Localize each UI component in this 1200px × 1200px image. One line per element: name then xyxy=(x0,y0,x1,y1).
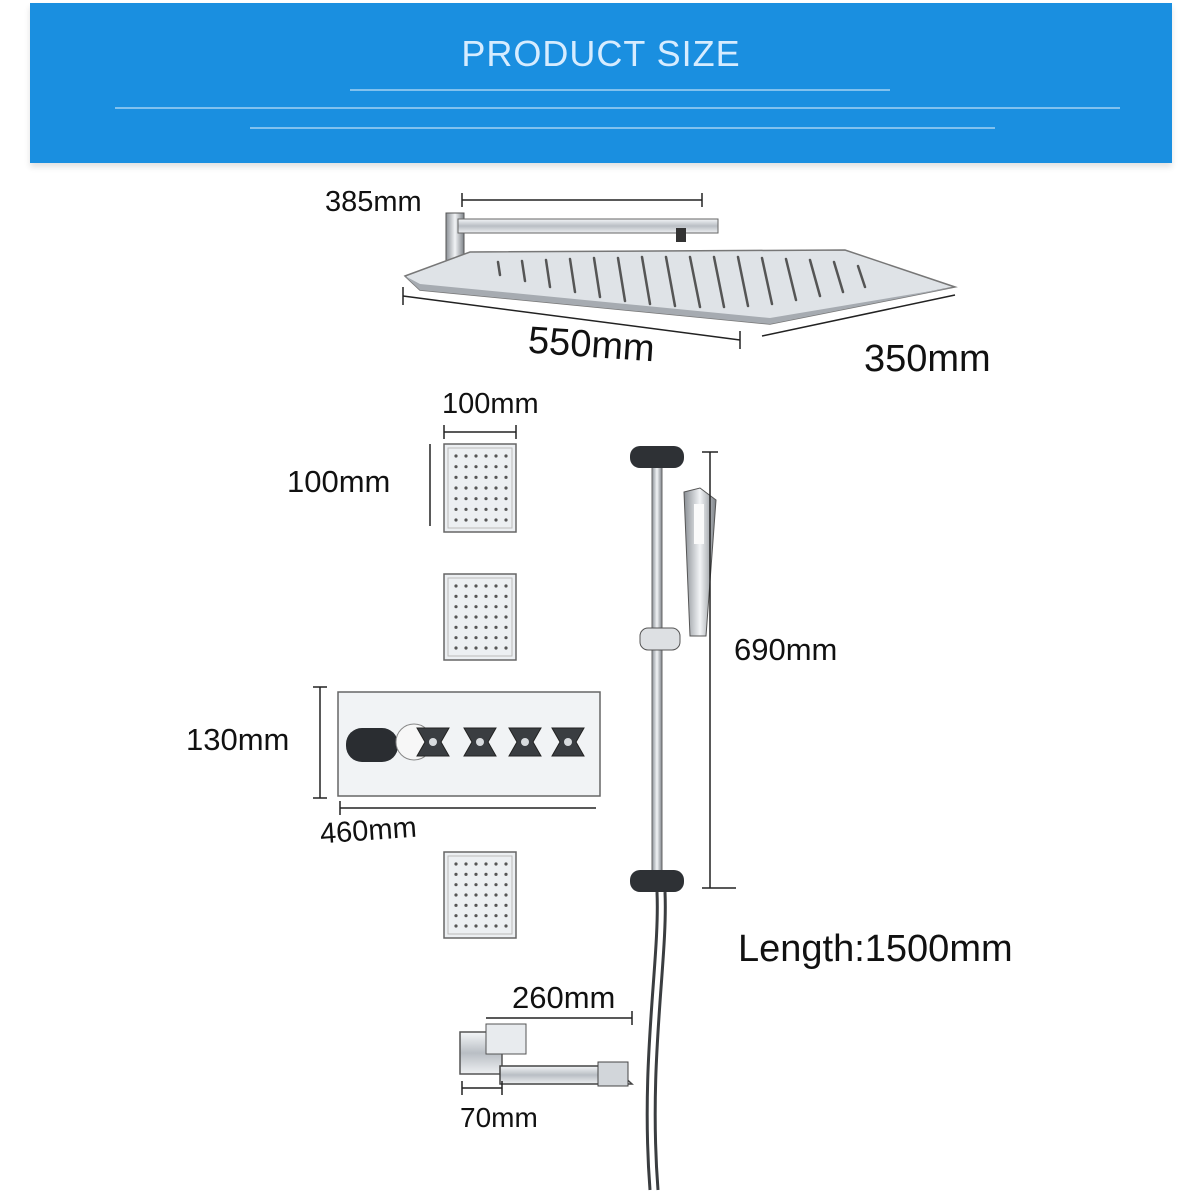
rail-bracket-bottom xyxy=(630,870,684,892)
label-rail-height: 690mm xyxy=(734,632,838,667)
label-valve-height: 130mm xyxy=(186,722,290,757)
shower-hose xyxy=(647,892,665,1190)
label-valve-width: 460mm xyxy=(318,811,418,851)
bath-spout xyxy=(460,1024,632,1086)
label-jet-width: 100mm xyxy=(442,388,539,420)
label-spout-length: 260mm xyxy=(512,980,616,1015)
label-jet-height: 100mm xyxy=(287,464,391,499)
label-arm-length: 385mm xyxy=(325,186,422,218)
arm-connector xyxy=(676,228,686,242)
hand-shower xyxy=(684,488,716,636)
rail-bracket-top xyxy=(630,446,684,468)
rail-holder xyxy=(640,628,680,650)
slide-rail xyxy=(630,446,684,892)
label-spout-base: 70mm xyxy=(460,1102,538,1133)
label-hose-length: Length:1500mm xyxy=(738,928,1013,970)
banner-title: PRODUCT SIZE xyxy=(461,33,741,74)
label-head-depth: 350mm xyxy=(864,338,991,380)
thermostat-knob xyxy=(346,728,398,762)
label-head-width: 550mm xyxy=(526,319,657,371)
